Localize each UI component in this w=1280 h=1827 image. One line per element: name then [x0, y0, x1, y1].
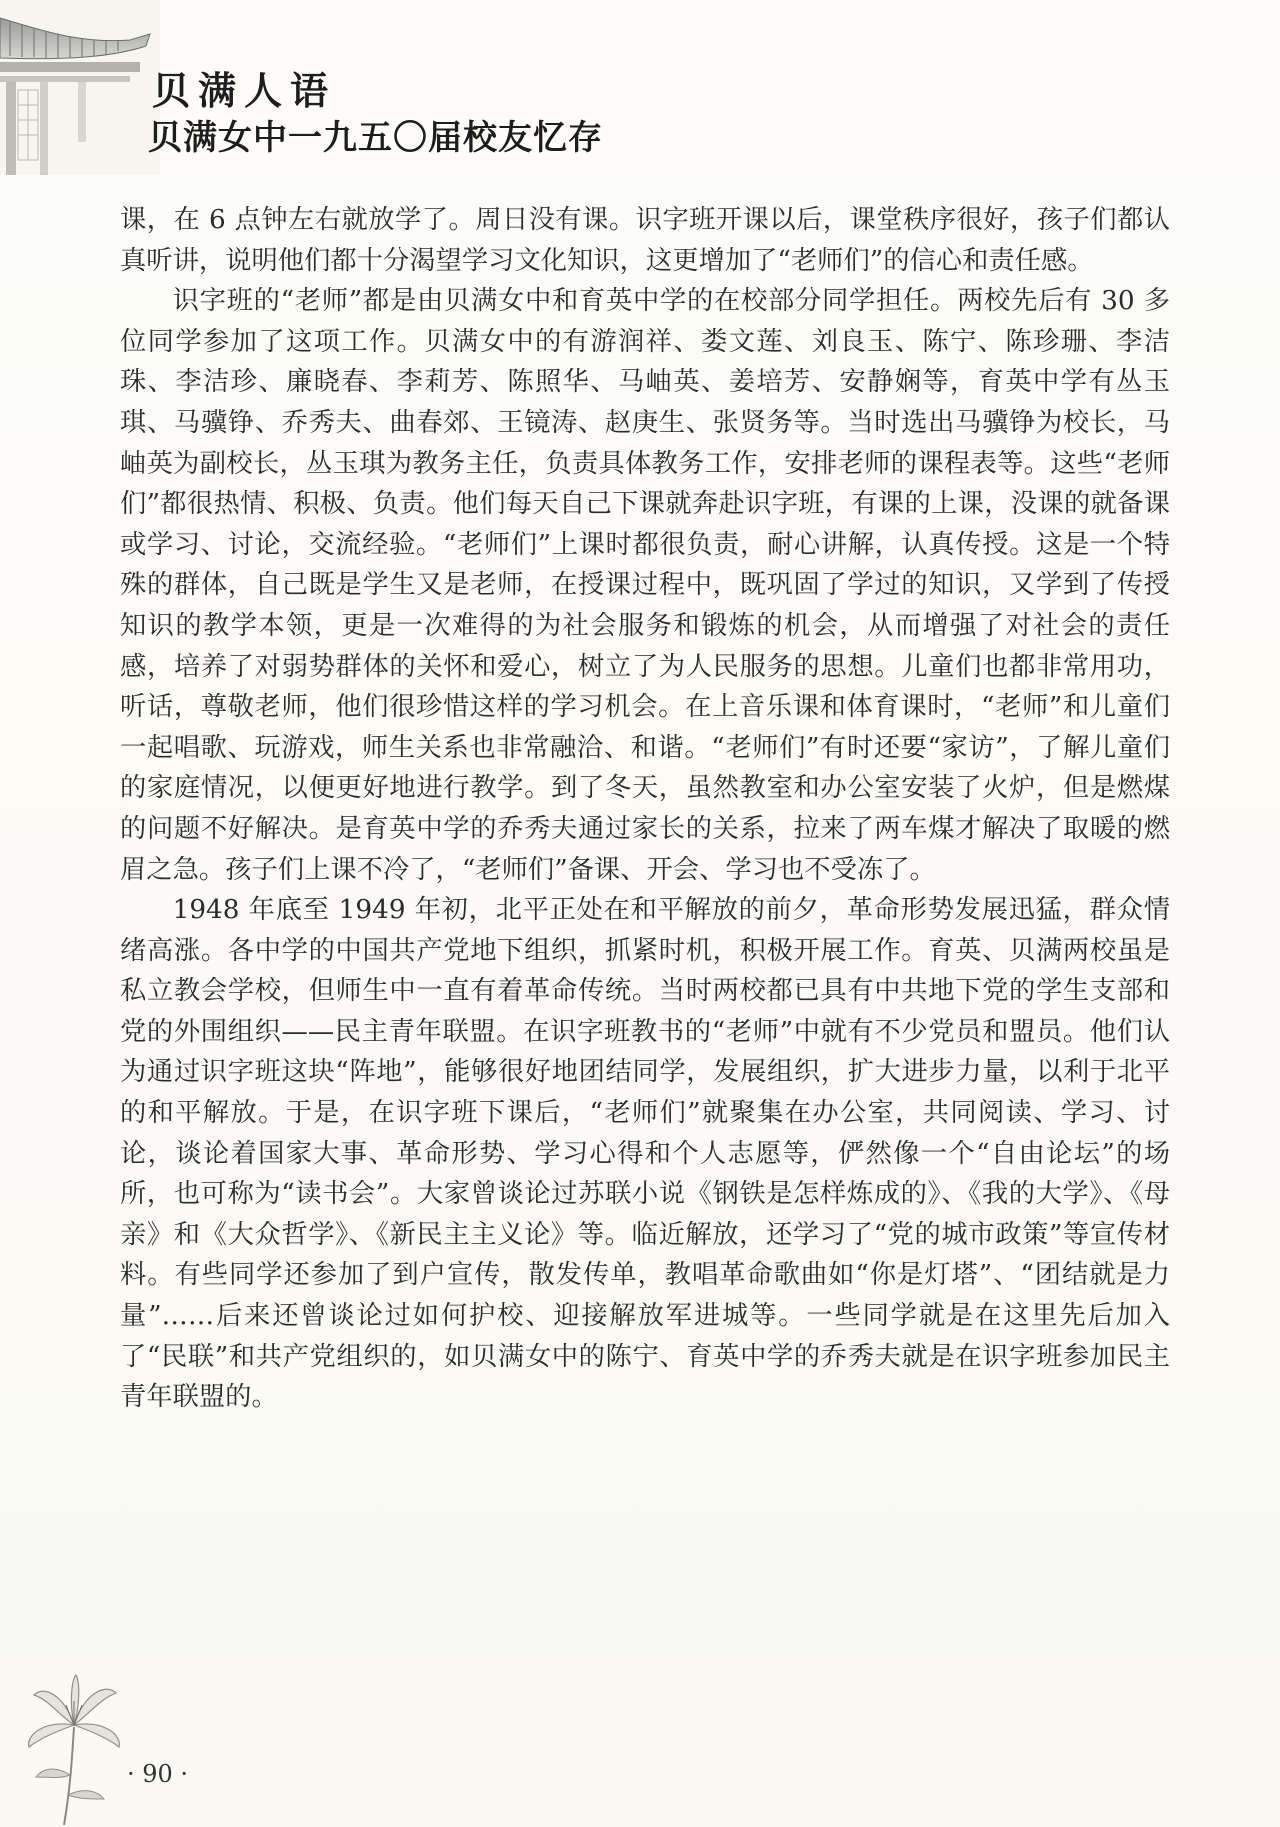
page-number: · 90 · — [127, 1760, 189, 1788]
book-title: 贝满人语 — [152, 69, 337, 113]
paragraph-1: 课，在 6 点钟左右就放学了。周日没有课。识字班开课以后，课堂秩序很好，孩子们都认真听讲，说明他们都十分渴望学习文化知识，这更增加了“老师们”的信心和责任感。 — [120, 205, 1170, 276]
paragraph-3: 1948 年底至 1949 年初，北平正处在和平解放的前夕，革命形势发展迅猛，群众情绪高涨。各中学的中国共产党地下组织，抓紧时机，积极开展工作。育英、贝满两校虽是私立教会学校，但师生中一直有着革命传统。当时两校都已具有中共地下党的学生支部和党的外围组织——民主青年联盟。在识字班教书的“老师”中就有不少党员和盟员。他们认为通过识字班这块“阵地”，能够很好地团结同学，发展组织，扩大进步力量，以利于北平的和平解放。于是，在识字班下课后，“老师们”就聚集在办公室，共同阅读、学习、讨论，谈论着国家大事、革命形势、学习心得和个人志愿等，俨然像一个“自由论坛”的场所，也可称为“读书会”。大家曾谈论过苏联小说《钢铁是怎样炼成的》、《我的大学》、《母亲》和《大众哲学》、《新民主主义论》等。临近解放，还学习了“党的城市政策”等宣传材料。有些同学还参加了到户宣传，散发传单，教唱革命歌曲如“你是灯塔”、“团结就是力量”……后来还曾谈论过如何护校、迎接解放军进城等。一些同学就是在这里先后加入了“民联”和共产党组织的，如贝满女中的陈宁、育英中学的乔秀夫就是在识字班参加民主青年联盟的。 — [120, 895, 1170, 1413]
paragraph-2: 识字班的“老师”都是由贝满女中和育英中学的在校部分同学担任。两校先后有 30 多位同学参加了这项工作。贝满女中的有游润祥、娄文莲、刘良玉、陈宁、陈珍珊、李洁珠、李洁珍、廉晓春、李莉芳、陈照华、马岫英、姜培芳、安静娴等，育英中学有丛玉琪、马骥铮、乔秀夫、曲春郊、王镜涛、赵庚生、张贤务等。当时选出马骥铮为校长，马岫英为副校长，丛玉琪为教务主任，负责具体教务工作，安排老师的课程表等。这些“老师们”都很热情、积极、负责。他们每天自己下课就奔赴识字班，有课的上课，没课的就备课或学习、讨论，交流经验。“老师们”上课时都很负责，耐心讲解，认真传授。这是一个特殊的群体，自己既是学生又是老师，在授课过程中，既巩固了学过的知识，又学到了传授知识的教学本领，更是一次难得的为社会服务和锻炼的机会，从而增强了对社会的责任感，培养了对弱势群体的关怀和爱心，树立了为人民服务的思想。儿童们也都非常用功，听话，尊敬老师，他们很珍惜这样的学习机会。在上音乐课和体育课时，“老师”和儿童们一起唱歌、玩游戏，师生关系也非常融洽、和谐。“老师们”有时还要“家访”，了解儿童们的家庭情况，以便更好地进行教学。到了冬天，虽然教室和办公室安装了火炉，但是燃煤的问题不好解决。是育英中学的乔秀夫通过家长的关系，拉来了两车煤才解决了取暖的燃眉之急。孩子们上课不冷了，“老师们”备课、开会、学习也不受冻了。 — [120, 286, 1170, 885]
article-body — [120, 200, 1170, 1418]
pagoda-roof-illustration — [0, 0, 160, 175]
lily-flower-illustration — [14, 1665, 134, 1825]
book-subtitle: 贝满女中一九五〇届校友忆存 — [148, 118, 603, 158]
